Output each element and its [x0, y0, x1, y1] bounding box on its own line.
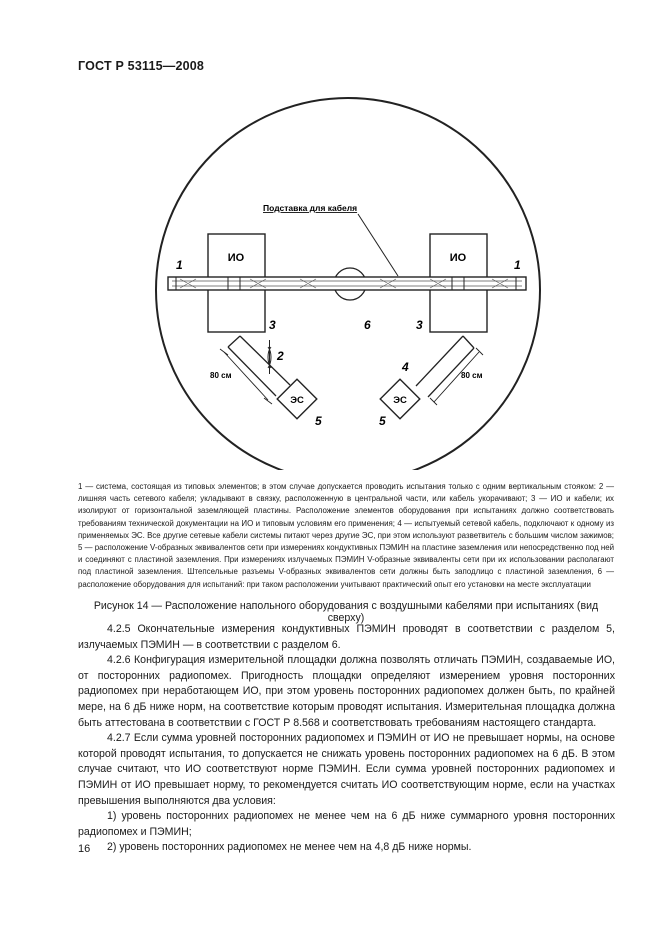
- paragraph-4-2-7: 4.2.7 Если сумма уровней посторонних радиопомех и ПЭМИН от ИО не превышает нормы, на основе которой проводят испытания, то допускается не снижать уровень посторонних радиопомех на 6 дБ. В этом случае считают, что ИО соответствуют норме ПЭМИН. Если сумма уровней посторонних радиопомех и ПЭМИН от ИО превышает норму, то рекомендуется считать ИО соответствующим норме, если на участках превышения выполняются два условия:: [78, 732, 615, 807]
- condition-2: 2) уровень посторонних радиопомех не менее чем на 4,8 дБ ниже нормы.: [107, 841, 472, 854]
- figure-caption: Рисунок 14 — Расположение напольного оборудования с воздушными кабелями при испытаниях (вид сверху): [93, 600, 599, 624]
- eut-right-label: ИО: [449, 252, 467, 264]
- legend-text: 1 — система, состоящая из типовых элементов; в этом случае допускается проводить испытания только с одним вертикальным стояком: 2 — лишняя часть сетевого кабеля; укладывают в связку, расположенную в центральной части, или кабель укорачивают; 3 — ИО и кабели; их изолируют от горизонтальной заземляющей пластины. Расположение элементов оборудования при испытаниях должно соответствовать требованиям технической документации на ИО и типовым условиям его применения; 4 — испытуемый сетевой кабель, подключают к одному из применяемых ЭС. Все другие сетевые кабели системы питают через другие ЭС, при этом используют разветвитель с большим числом зажимов; 5 — расположение V-образных эквивалентов сети при измерениях кондуктивных ПЭМИН на пластине заземления или непосредственно под ней и соединяют с пластиной заземления. При измерениях излучаемых ПЭМИН V-образные эквиваленты сети при их использовании располагают под пластиной заземления. Штепсельные разъемы V-образных эквивалентов сети должны быть заподлицо с пластиной заземления, 6 — расположение оборудования для испытаний: при таком расположении учитывают практический опыт его установки на месте эксплуатации: [78, 482, 614, 589]
- dist-right-label: 80 см: [461, 371, 483, 380]
- cable-right-80cm: [416, 336, 474, 397]
- cable-stand-label: Подставка для кабеля: [263, 203, 358, 213]
- paragraph-4-2-6: 4.2.6 Конфигурация измерительной площадки должна позволять отличать ПЭМИН, создаваемые ИО, от посторонних радиопомех. Пригодность площадки определяют измерением уровня посторонних радиопомех при неработающем ИО, при этом уровень посторонних радиопомех должен быть, по крайней мере, на 6 дБ ниже норм, на соответствие которым проводят испытания. Измерительная площадка должна быть аттестована в соответствии с ГОСТ Р 8.568 и соответствовать требованиям настоящего стандарта.: [78, 654, 615, 729]
- eut-left-label: ИО: [227, 252, 245, 264]
- label-5-left: 5: [315, 414, 322, 428]
- es-right-label: ЭС: [393, 395, 407, 406]
- dist-left-label: 80 см: [210, 371, 232, 380]
- label-5-right: 5: [379, 414, 386, 428]
- body-text: [78, 622, 615, 856]
- label-3-left: 3: [269, 318, 276, 332]
- excess-cable-coil: [268, 340, 271, 374]
- paragraph-4-2-5: 4.2.5 Окончательные измерения кондуктивных ПЭМИН проводят в соответствии с разделом 5, излучаемых ПЭМИН — в соответствии с разделом 6.: [78, 623, 615, 651]
- document-header: ГОСТ Р 53115—2008: [78, 59, 205, 73]
- label-6: 6: [364, 318, 371, 332]
- label-3-right: 3: [416, 318, 423, 332]
- es-left-label: ЭС: [290, 395, 304, 406]
- label-1-left: 1: [176, 258, 183, 272]
- figure-legend: [78, 481, 614, 591]
- cable-tray: [168, 277, 526, 290]
- label-2: 2: [277, 349, 284, 363]
- condition-1: 1) уровень посторонних радиопомех не менее чем на 6 дБ ниже суммарного уровня посторонних радиопомех и ПЭМИН;: [78, 810, 615, 838]
- page-number: 16: [78, 843, 91, 855]
- label-4: 4: [402, 360, 409, 374]
- label-1-right: 1: [514, 258, 521, 272]
- cable-stand-leader: [358, 214, 398, 276]
